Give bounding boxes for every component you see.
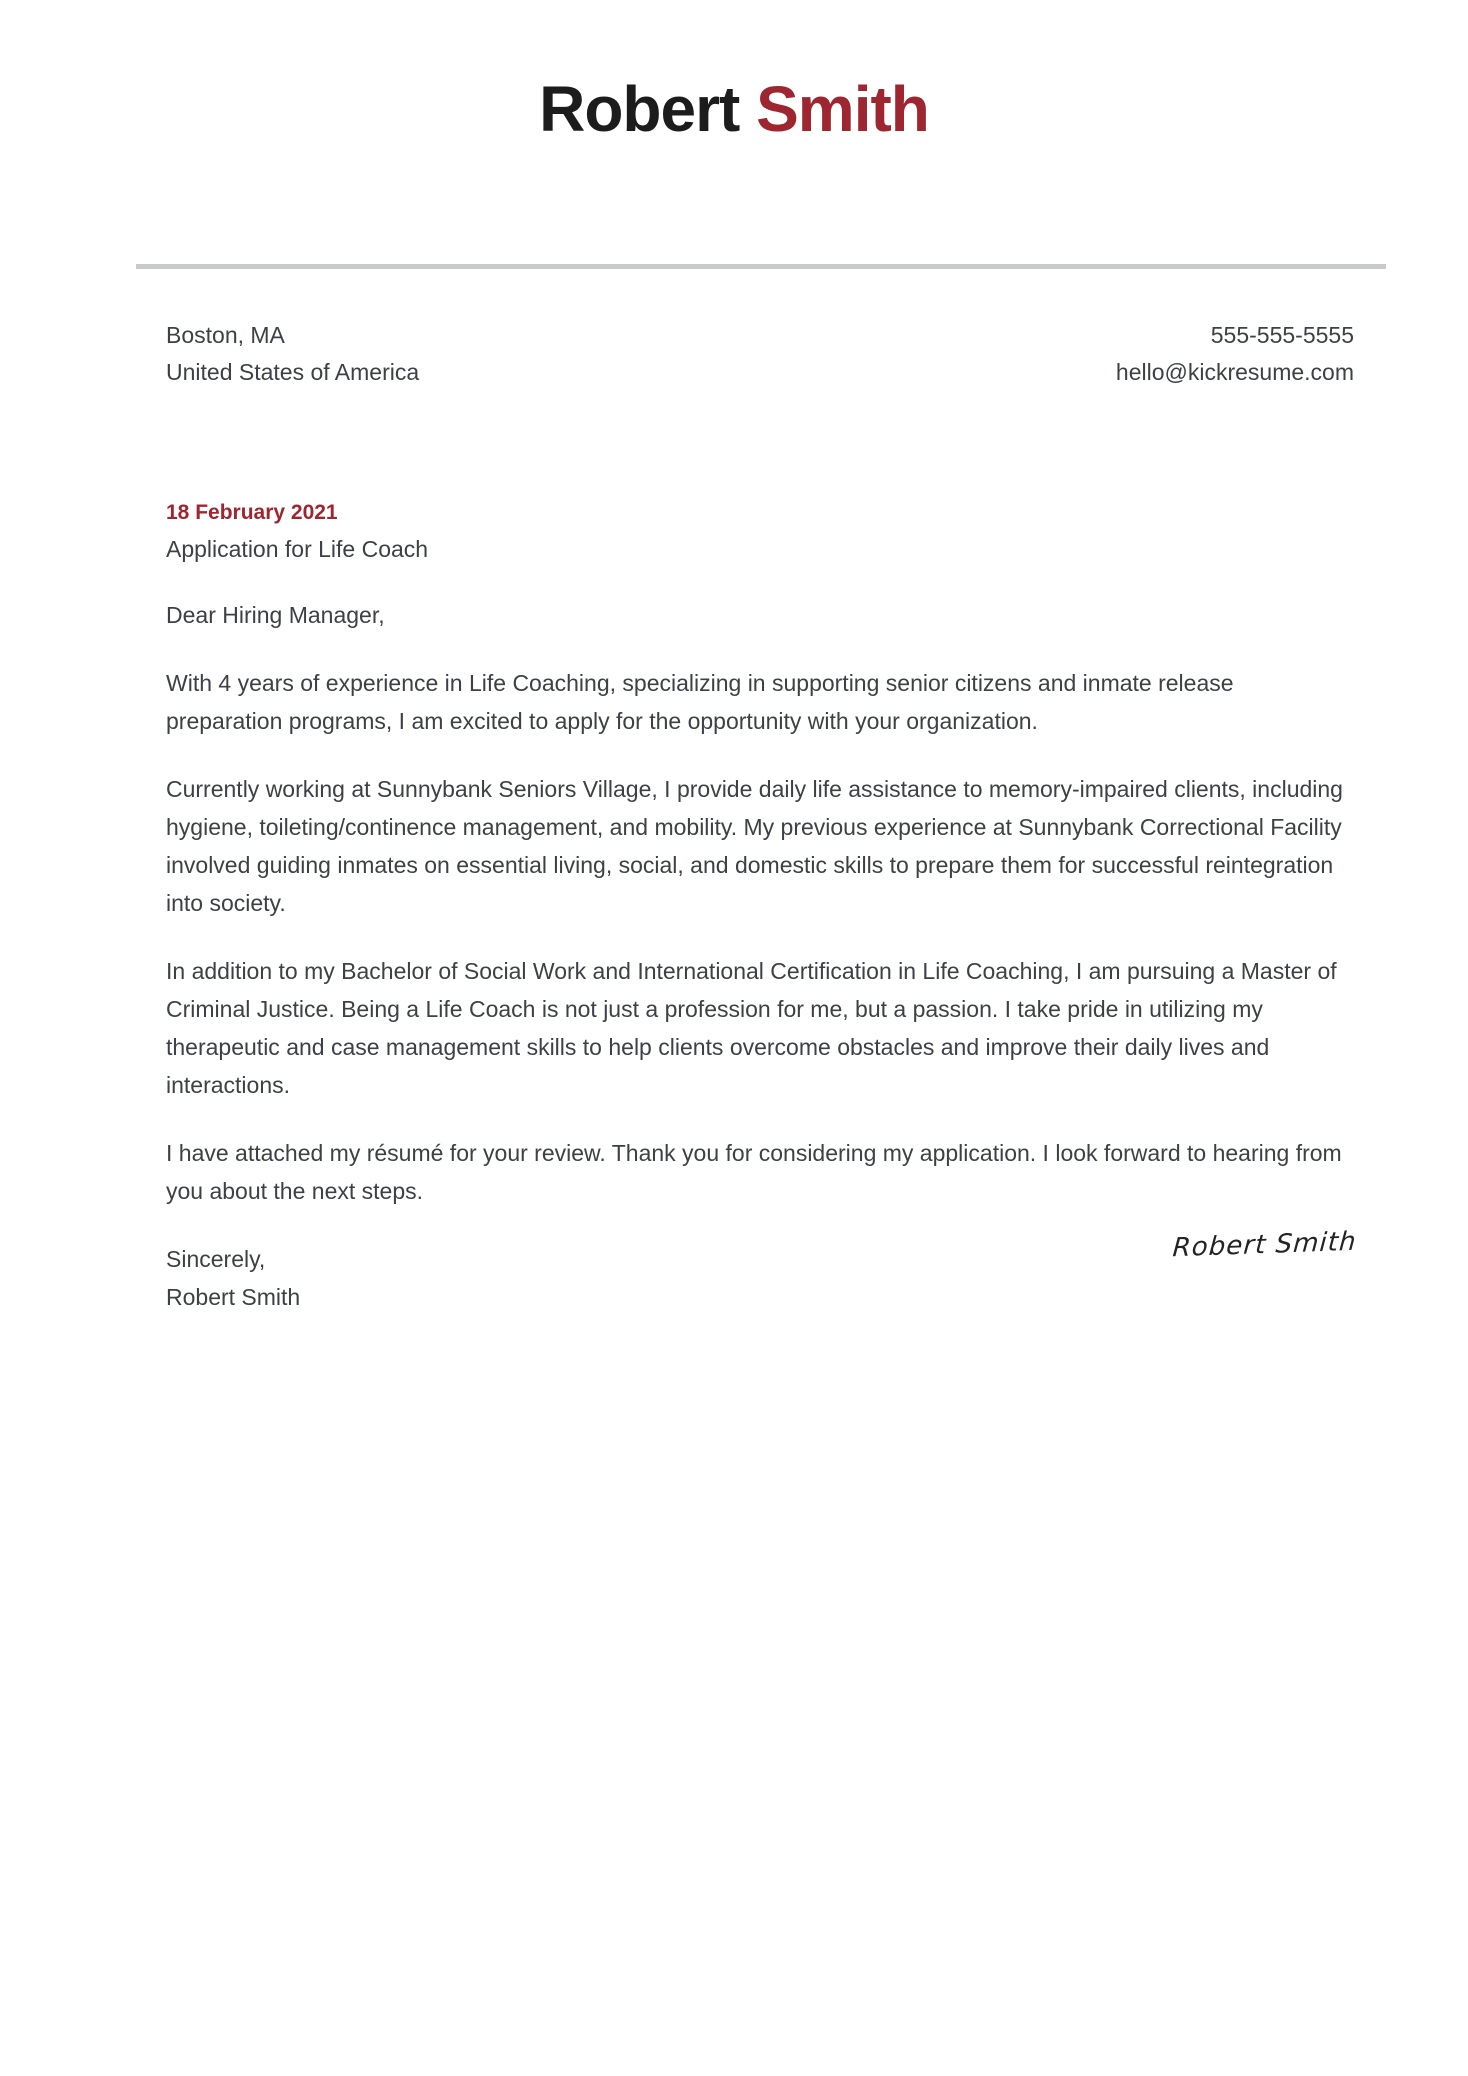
contact-details (1116, 317, 1354, 391)
body-paragraph-2: Currently working at Sunnybank Seniors Village, I provide daily life assistance to memory-impaired clients, including hygiene, toileting/continence management, and mobility. My previous experience at Sunnybank Correctional Facility involved guiding inmates on essential living, social, and domestic skills to prepare them for successful reintegration into society. (166, 776, 1343, 916)
body-paragraph-3: In addition to my Bachelor of Social Work and International Certification in Life Coaching, I am pursuing a Master of Criminal Justice. Being a Life Coach is not just a profession for me, but a passion. I take pride in utilizing my therapeutic and case management skills to help clients overcome obstacles and improve their daily lives and interactions. (166, 958, 1337, 1098)
handwritten-signature: Robert Smith (1171, 1226, 1358, 1264)
letter-body (166, 496, 1354, 1316)
contact-phone: 555-555-5555 (1210, 322, 1354, 348)
body-paragraph-4: I have attached my résumé for your review. Thank you for considering my application. I look forward to hearing from you about the next steps. (166, 1140, 1342, 1204)
first-name: Robert (539, 73, 740, 145)
contact-email: hello@kickresume.com (1115, 359, 1354, 385)
closing: Sincerely, (166, 1246, 266, 1272)
contact-block (166, 317, 1354, 391)
page-title (0, 72, 1468, 146)
letter-subject: Application for Life Coach (166, 536, 429, 562)
signoff-name: Robert Smith (166, 1284, 301, 1310)
salutation: Dear Hiring Manager, (166, 602, 385, 628)
contact-country: United States of America (166, 359, 420, 385)
body-paragraph-1: With 4 years of experience in Life Coaching, specializing in supporting senior citizens and inmate release preparation programs, I am excited to apply for the opportunity with your organization. (166, 670, 1234, 734)
header-divider (136, 264, 1386, 269)
contact-address (166, 317, 419, 391)
last-name: Smith (756, 73, 929, 145)
letter-date: 18 February 2021 (166, 501, 338, 524)
contact-city: Boston, MA (166, 322, 285, 348)
